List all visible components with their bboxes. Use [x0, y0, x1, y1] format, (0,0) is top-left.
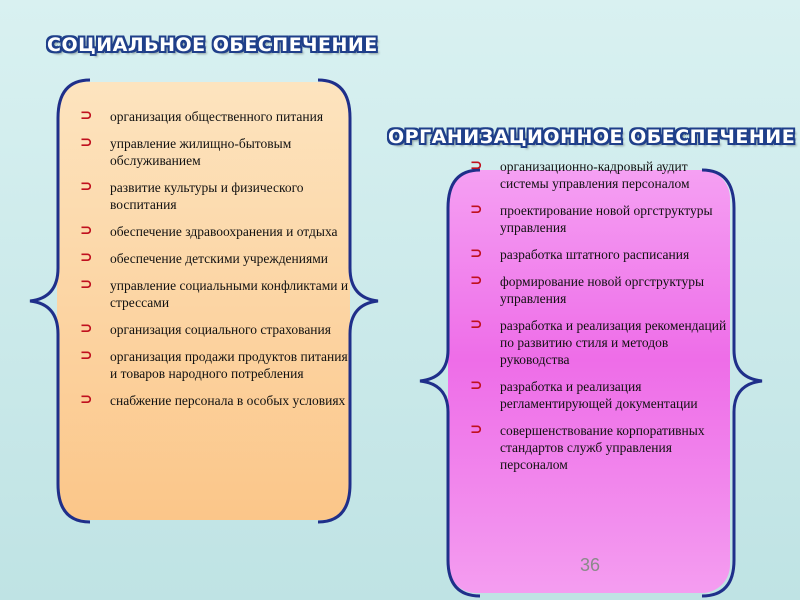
- bullet-icon: ⊃: [470, 271, 483, 289]
- list-item: ⊃ разработка и реализация рекомендаций по развитию стиля и методов руководства: [470, 315, 727, 367]
- organizational-support-list: [470, 156, 730, 483]
- bullet-icon: ⊃: [80, 133, 93, 151]
- bullet-icon: ⊃: [470, 315, 483, 333]
- bullet-icon: ⊃: [470, 376, 483, 394]
- bullet-icon: ⊃: [80, 275, 93, 293]
- bullet-icon: ⊃: [80, 221, 93, 239]
- bullet-icon: ⊃: [80, 346, 93, 364]
- bullet-icon: ⊃: [470, 244, 483, 262]
- social-support-title: СОЦИАЛЬНОЕ ОБЕСПЕЧЕНИЕ: [47, 34, 378, 56]
- list-item: ⊃ организация социального страхования: [80, 319, 331, 337]
- organizational-support-title: ОРГАНИЗАЦИОННОЕ ОБЕСПЕЧЕНИЕ: [388, 126, 796, 148]
- bullet-icon: ⊃: [470, 420, 483, 438]
- list-item: ⊃ обеспечение здравоохранения и отдыха: [80, 221, 338, 239]
- list-item: ⊃ проектирование новой оргструктуры управления: [470, 200, 713, 235]
- bullet-icon: ⊃: [470, 156, 483, 174]
- bullet-icon: ⊃: [80, 106, 93, 124]
- list-item: ⊃ организационно-кадровый аудит системы управления персоналом: [470, 156, 690, 191]
- list-item: ⊃ управление социальными конфликтами и стрессами: [80, 275, 349, 310]
- list-item: ⊃ обеспечение детскими учреждениями: [80, 248, 328, 266]
- page-number: 36: [580, 555, 601, 575]
- list-item: ⊃ разработка и реализация регламентирующей документации: [470, 376, 698, 411]
- list-item: ⊃ развитие культуры и физического воспитания: [80, 177, 304, 212]
- list-item: ⊃ разработка штатного расписания: [470, 244, 690, 262]
- bullet-icon: ⊃: [80, 248, 93, 266]
- bullet-icon: ⊃: [80, 319, 93, 337]
- list-item: ⊃ организация общественного питания: [80, 106, 324, 124]
- bullet-icon: ⊃: [80, 390, 93, 408]
- social-support-list: [80, 106, 350, 419]
- list-item: ⊃ снабжение персонала в особых условиях: [80, 390, 346, 408]
- list-item: ⊃ формирование новой оргструктуры управления: [470, 271, 705, 306]
- list-item: ⊃ организация продажи продуктов питания и товаров народного потребления: [80, 346, 348, 381]
- bullet-icon: ⊃: [470, 200, 483, 218]
- list-item: ⊃ управление жилищно-бытовым обслуживанием: [80, 133, 292, 168]
- bullet-icon: ⊃: [80, 177, 93, 195]
- list-item: ⊃ совершенствование корпоративных стандартов служб управления персоналом: [470, 420, 705, 472]
